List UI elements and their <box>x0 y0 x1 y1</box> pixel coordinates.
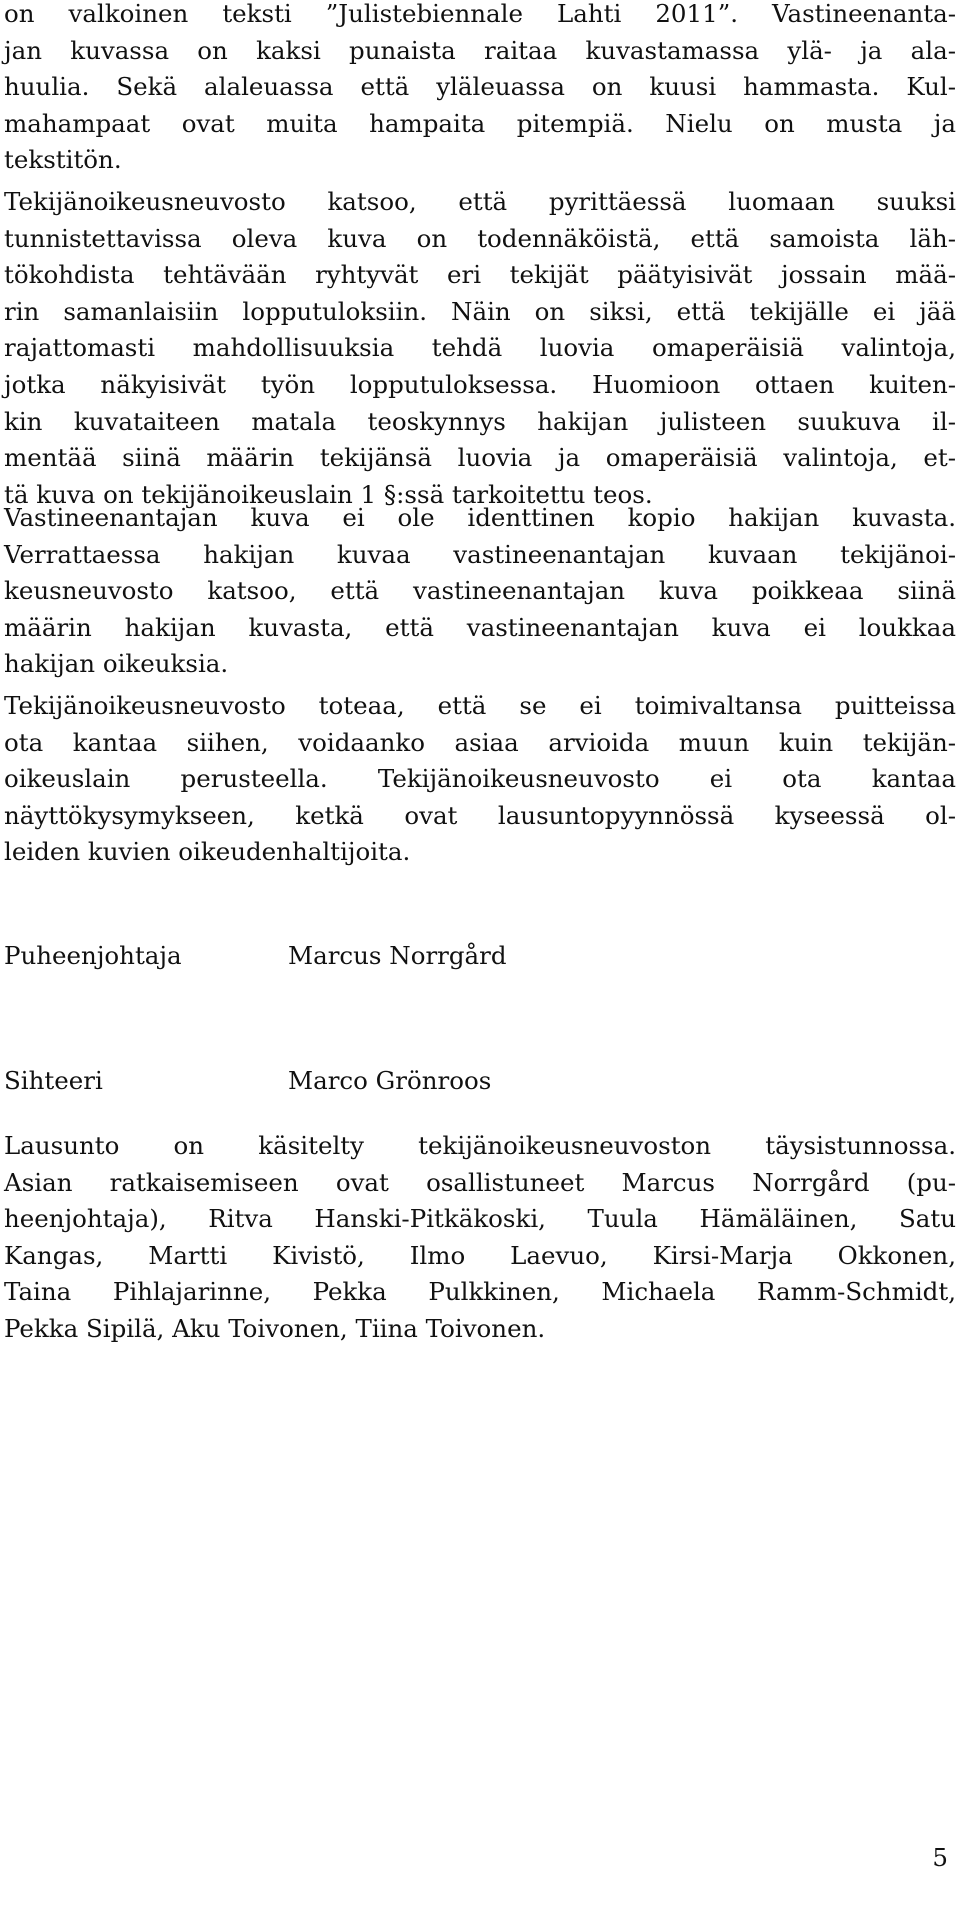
text-line: Tekijänoikeusneuvosto katsoo, että pyrittäessä luomaan suuksi <box>4 187 956 216</box>
signature-name-chair: Marcus Norrgård <box>288 941 507 970</box>
text-line: ota kantaa siihen, voidaanko asiaa arvioida muun kuin tekijän- <box>4 727 956 757</box>
text-line: keusneuvosto katsoo, että vastineenantajan kuva poikkeaa siinä <box>4 576 956 606</box>
text-line: Kangas, Martti Kivistö, Ilmo Laevuo, Kirsi-Marja Okkonen, <box>4 1240 956 1270</box>
text-line: tökohdista tehtävään ryhtyvät eri tekijät päätyisivät jossain mää- <box>4 260 956 290</box>
page-number: 5 <box>932 1843 948 1872</box>
text-line: Pekka Sipilä, Aku Toivonen, Tiina Toivonen. <box>4 1313 546 1343</box>
text-line: tä kuva on tekijänoikeuslain 1 §:ssä tarkoitettu teos. <box>4 479 653 509</box>
text-line: mahampaat ovat muita hampaita pitempiä. Nielu on musta ja <box>4 108 956 138</box>
paragraph-assessment <box>4 184 956 513</box>
text-line: rajattomasti mahdollisuuksia tehdä luovia omaperäisiä valintoja, <box>4 333 956 363</box>
text-line: oikeuslain perusteella. Tekijänoikeusneuvosto ei ota kantaa <box>4 764 956 794</box>
text-line: jan kuvassa on kaksi punaista raitaa kuvastamassa ylä- ja ala- <box>4 35 956 65</box>
text-line: kin kuvataiteen matala teoskynnys hakijan julisteen suukuva il- <box>4 406 956 436</box>
text-line: Asian ratkaisemiseen ovat osallistuneet Marcus Norrgård (pu- <box>4 1167 956 1197</box>
paragraph-participants <box>4 1128 956 1348</box>
text-line: jotka näkyisivät työn lopputuloksessa. Huomioon ottaen kuiten- <box>4 369 956 399</box>
paragraph-competence <box>4 688 956 871</box>
text-line: määrin hakijan kuvasta, että vastineenantajan kuva ei loukkaa <box>4 612 956 642</box>
signature-name-secretary: Marco Grönroos <box>288 1066 492 1095</box>
text-line: on valkoinen teksti ”Julistebiennale Lahti 2011”. Vastineenanta- <box>4 0 956 28</box>
text-line: Lausunto on käsitelty tekijänoikeusneuvoston täysistunnossa. <box>4 1131 956 1160</box>
text-line: näyttökysymykseen, ketkä ovat lausuntopyynnössä kyseessä ol- <box>4 800 956 830</box>
text-line: hakijan oikeuksia. <box>4 649 229 679</box>
text-line: leiden kuvien oikeudenhaltijoita. <box>4 837 411 867</box>
text-line: huulia. Sekä alaleuassa että yläleuassa on kuusi hammasta. Kul- <box>4 72 956 102</box>
text-line: tekstitön. <box>4 145 122 175</box>
paragraph-comparison <box>4 500 956 683</box>
text-line: Tekijänoikeusneuvosto toteaa, että se ei toimivaltansa puitteissa <box>4 691 956 720</box>
paragraph-description <box>4 0 956 179</box>
text-line: Vastineenantajan kuva ei ole identtinen kopio hakijan kuvasta. <box>4 503 956 532</box>
text-line: Verrattaessa hakijan kuvaa vastineenantajan kuvaan tekijänoi- <box>4 539 956 569</box>
text-line: Taina Pihlajarinne, Pekka Pulkkinen, Michaela Ramm-Schmidt, <box>4 1277 956 1307</box>
text-line: tunnistettavissa oleva kuva on todennäköistä, että samoista läh- <box>4 223 956 253</box>
signature-role-secretary: Sihteeri <box>4 1066 103 1095</box>
text-line: mentää siinä määrin tekijänsä luovia ja omaperäisiä valintoja, et- <box>4 443 956 473</box>
text-line: rin samanlaisiin lopputuloksiin. Näin on siksi, että tekijälle ei jää <box>4 296 956 326</box>
text-line: heenjohtaja), Ritva Hanski-Pitkäkoski, Tuula Hämäläinen, Satu <box>4 1204 956 1234</box>
signature-role-chair: Puheenjohtaja <box>4 941 182 970</box>
